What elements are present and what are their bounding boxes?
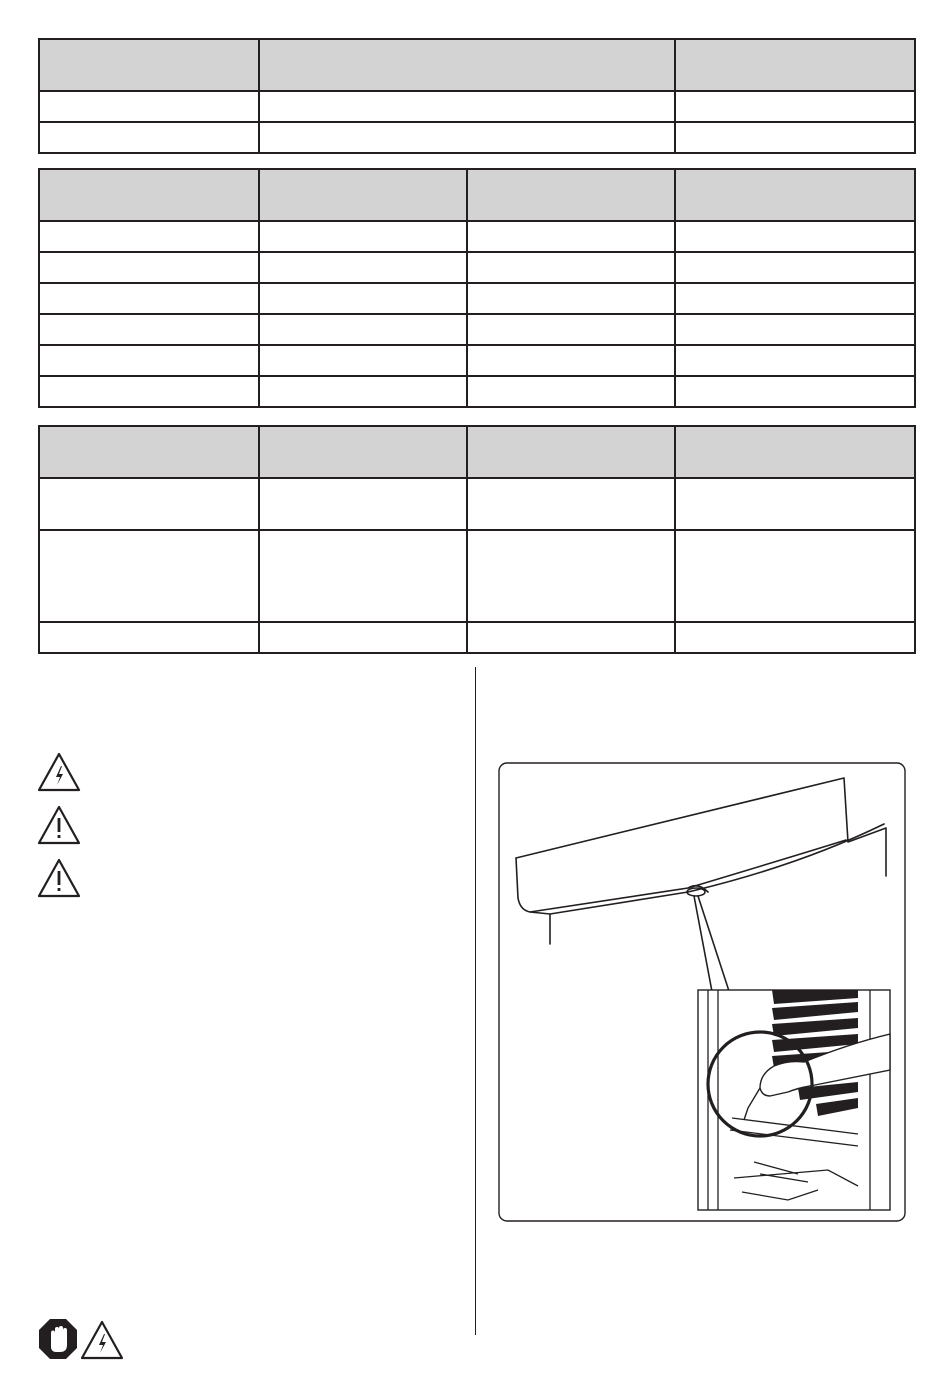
table-cell — [39, 345, 259, 376]
table-cell — [467, 345, 675, 376]
table-cell — [675, 122, 915, 153]
table-cell — [675, 376, 915, 407]
table-cell — [675, 345, 915, 376]
table-cell — [39, 283, 259, 314]
header-cell — [259, 39, 675, 91]
table-cell — [467, 314, 675, 345]
table-cell — [467, 221, 675, 252]
table-cell — [39, 314, 259, 345]
table-cell — [259, 283, 467, 314]
table-cell — [39, 221, 259, 252]
caution-icon — [37, 805, 81, 845]
table-cell — [259, 252, 467, 283]
table-cell — [467, 622, 675, 653]
table-cell — [675, 91, 915, 122]
table-cell — [675, 478, 915, 530]
electric-shock-warning-icon — [37, 752, 81, 792]
table-row — [39, 221, 915, 252]
table-cell — [675, 221, 915, 252]
table-cell — [259, 122, 675, 153]
spec-table-3 — [38, 425, 916, 654]
header-cell — [39, 169, 259, 221]
table-row — [39, 478, 915, 530]
table-cell — [39, 478, 259, 530]
table-cell — [467, 478, 675, 530]
header-cell — [467, 426, 675, 478]
header-cell — [39, 39, 259, 91]
table-cell — [467, 530, 675, 622]
drain-channel-diagram — [498, 762, 906, 1222]
header-cell — [675, 426, 915, 478]
table-cell — [259, 221, 467, 252]
table-cell — [39, 530, 259, 622]
table-header-row — [39, 169, 915, 221]
caution-icon — [37, 858, 81, 898]
table-cell — [675, 530, 915, 622]
table-row — [39, 376, 915, 407]
table-header-row — [39, 39, 915, 91]
table-cell — [39, 122, 259, 153]
spec-table-2 — [38, 168, 916, 408]
table-cell — [675, 314, 915, 345]
spec-table-1 — [38, 38, 916, 154]
header-cell — [39, 426, 259, 478]
table-cell — [39, 252, 259, 283]
table-row — [39, 622, 915, 653]
table-cell — [259, 478, 467, 530]
table-row — [39, 91, 915, 122]
column-divider — [475, 667, 476, 1335]
header-cell — [675, 39, 915, 91]
table-cell — [259, 622, 467, 653]
table-cell — [39, 622, 259, 653]
table-cell — [467, 283, 675, 314]
table-row — [39, 530, 915, 622]
table-cell — [259, 314, 467, 345]
header-cell — [467, 169, 675, 221]
header-cell — [259, 169, 467, 221]
table-row — [39, 122, 915, 153]
table-row — [39, 283, 915, 314]
table-cell — [259, 345, 467, 376]
table-row — [39, 252, 915, 283]
table-cell — [39, 91, 259, 122]
table-cell — [467, 376, 675, 407]
table-cell — [467, 252, 675, 283]
electric-shock-warning-icon — [80, 1320, 124, 1360]
table-row — [39, 314, 915, 345]
table-cell — [39, 376, 259, 407]
table-cell — [259, 376, 467, 407]
table-header-row — [39, 426, 915, 478]
table-cell — [259, 91, 675, 122]
table-cell — [675, 252, 915, 283]
stop-hand-icon — [38, 1318, 78, 1360]
header-cell — [675, 169, 915, 221]
table-cell — [675, 283, 915, 314]
header-cell — [259, 426, 467, 478]
table-row — [39, 345, 915, 376]
table-cell — [259, 530, 467, 622]
table-cell — [675, 622, 915, 653]
